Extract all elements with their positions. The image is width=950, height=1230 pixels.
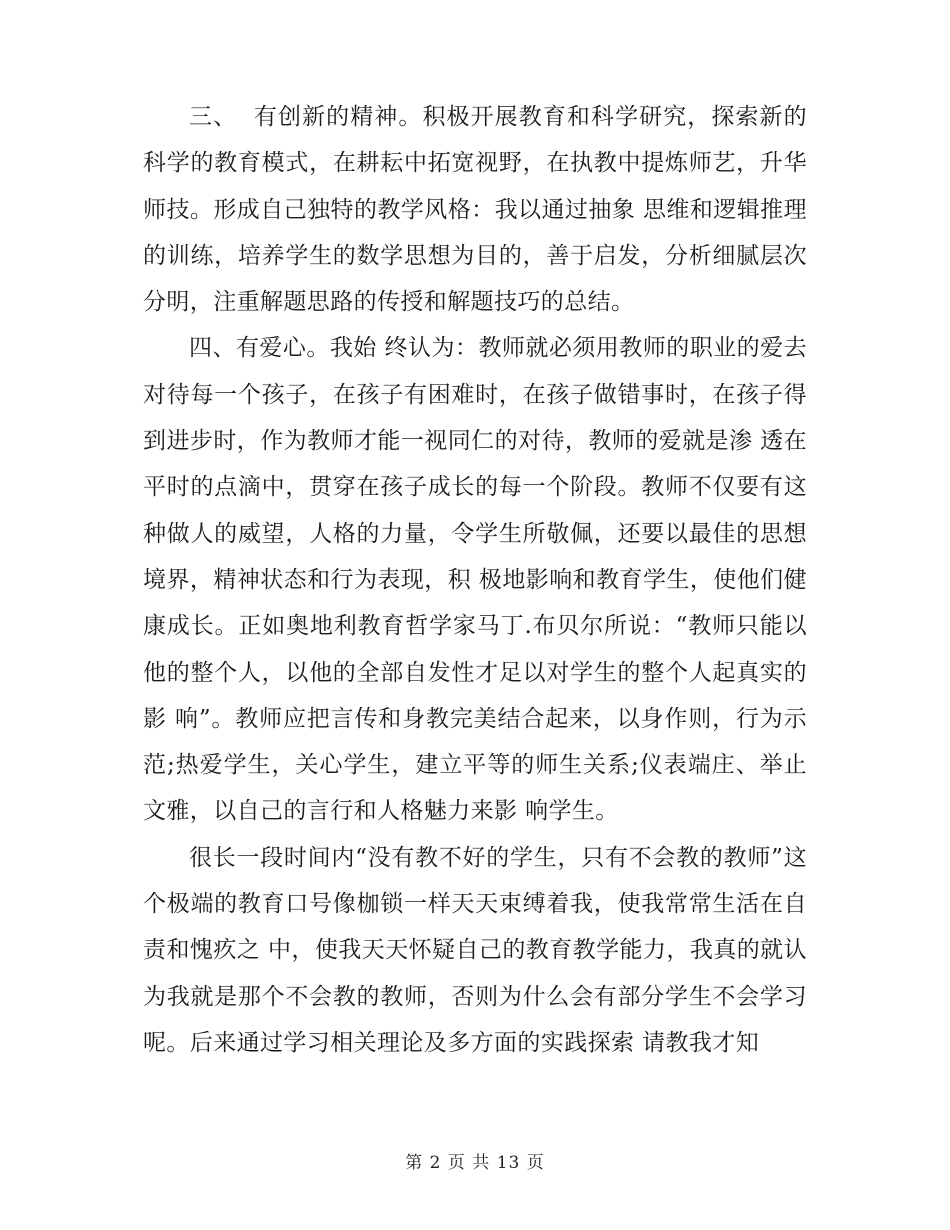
paragraph-innovation: 三、 有创新的精神。积极开展教育和科学研究，探索新的科学的教育模式，在耕耘中拓宽视野，在执教中提炼师艺，升华师技。形成自己独特的教学风格：我以通过抽象 思维和逻辑推理的训练，培养学生的数学思想为目的，善于启发，分析细腻层次分明，注重解题思路的传授和解题技巧的总结。 <box>143 104 808 316</box>
paragraph-caring: 四、有爱心。我始 终认为：教师就必须用教师的职业的爱去对待每一个孩子，在孩子有困难时，在孩子做错事时，在孩子得到进步时，作为教师才能一视同仁的对待，教师的爱就是渗 透在平时的点滴中，贯穿在孩子成长的每一个阶段。教师不仅要有这种做人的威望，人格的力量，令学生所敬佩，还要以最佳的思想境界，精神状态和行为表现，积 极地影响和教育学生，使他们健康成长。正如奥地利教育哲学家马丁.布贝尔所说：“教师只能以他的整个人，以他的全部自发性才足以对学生的整个人起真实的影 响”。教师应把言传和身教完美结合起来，以身作则，行为示范;热爱学生，关心学生，建立平等的师生关系;仪表端庄、举止文雅，以自己的言行和人格魅力来影 响学生。 <box>143 335 807 825</box>
document-body <box>143 94 807 1066</box>
paragraph-reflection: 很长一段时间内“没有教不好的学生，只有不会教的教师”这个极端的教育口号像枷锁一样天天束缚着我，使我常常生活在自责和愧疚之 中，使我天天怀疑自己的教育教学能力，我真的就认为我就是那个不会教的教师，否则为什么会有部分学生不会学习呢。后来通过学习相关理论及多方面的实践探索 请教我才知 <box>143 844 807 1056</box>
page-footer: 第 2 页 共 13 页 <box>405 1153 545 1173</box>
